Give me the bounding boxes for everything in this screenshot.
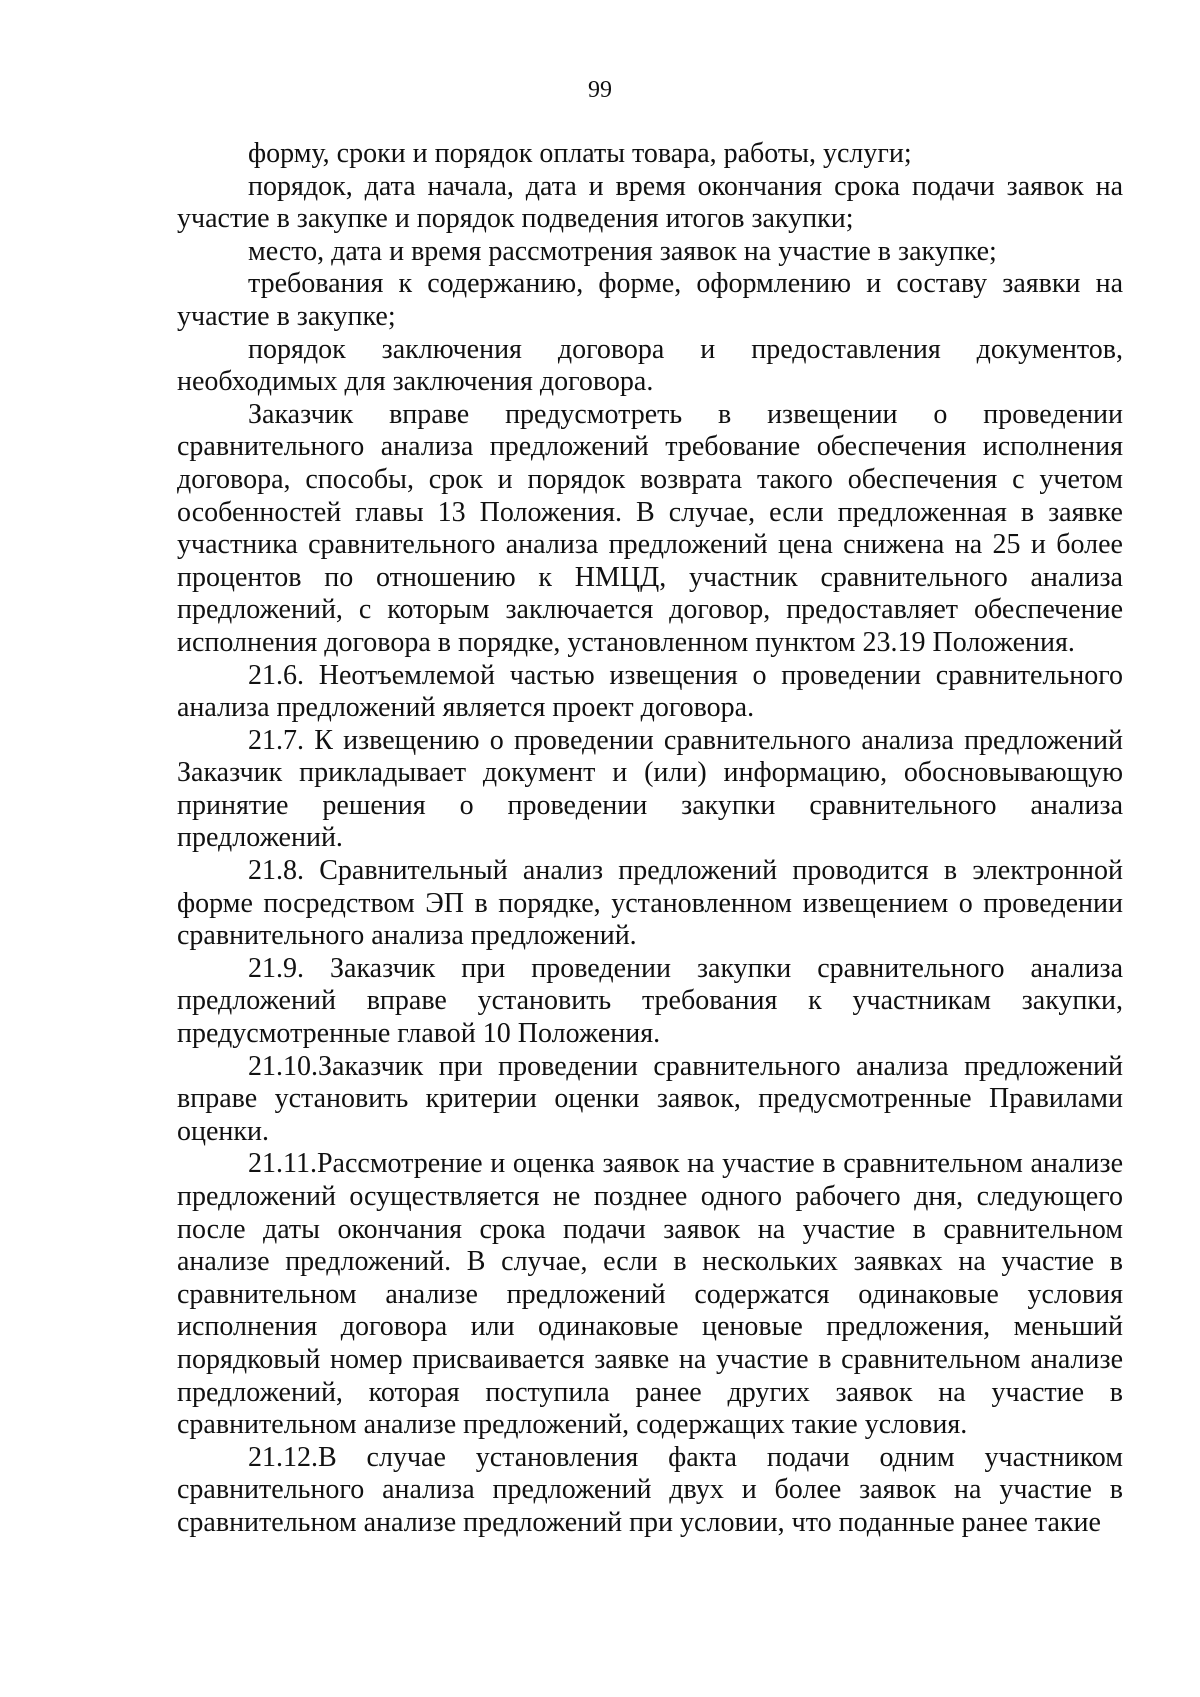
paragraph-21-11: 21.11.Рассмотрение и оценка заявок на участие в сравнительном анализе предложений осуществляется не позднее одного рабочего дня, следующего после даты окончания срока подачи заявок на участие в сравнительном анализе предложений. В случае, если в нескольких заявках на участие в сравнительном анализе предложений содержатся одинаковые условия исполнения договора или одинаковые ценовые предложения, меньший порядковый номер присваивается заявке на участие в сравнительном анализе предложений, которая поступила ранее других заявок на участие в сравнительном анализе предложений, содержащих такие условия. [177, 1148, 1123, 1441]
paragraph-application-requirements: требования к содержанию, форме, оформлению и составу заявки на участие в закупке; [177, 268, 1123, 332]
paragraph-21-10: 21.10.Заказчик при проведении сравнительного анализа предложений вправе установить критерии оценки заявок, предусмотренные Правилами оценки. [177, 1050, 1123, 1147]
paragraph-21-6: 21.6. Неотъемлемой частью извещения о проведении сравнительного анализа предложений является проект договора. [177, 659, 1123, 724]
paragraph-application-deadlines: порядок, дата начала, дата и время окончания срока подачи заявок на участие в закупке и порядок подведения итогов закупки; [177, 170, 1123, 235]
paragraph-21-9: 21.9. Заказчик при проведении закупки сравнительного анализа предложений вправе установить требования к участникам закупки, предусмотренные главой 10 Положения. [177, 952, 1123, 1050]
paragraph-21-12: 21.12.В случае установления факта подачи одним участником сравнительного анализа предложений двух и более заявок на участие в сравнительном анализе предложений при условии, что поданные ранее такие [177, 1441, 1123, 1538]
paragraph-review-place-date: место, дата и время рассмотрения заявок на участие в закупке; [248, 235, 997, 267]
document-body [177, 138, 1123, 1540]
paragraph-contract-procedure: порядок заключения договора и предоставления документов, необходимых для заключения договора. [177, 333, 1123, 398]
paragraph-21-7: 21.7. К извещению о проведении сравнительного анализа предложений Заказчик прикладывает документ и (или) информацию, обосновывающую принятие решения о проведении закупки сравнительного анализа предложений. [177, 724, 1123, 854]
paragraph-contract-security: Заказчик вправе предусмотреть в извещении о проведении сравнительного анализа предложений требование обеспечения исполнения договора, способы, срок и порядок возврата такого обеспечения с учетом особенностей главы 13 Положения. В случае, если предложенная в заявке участника сравнительного анализа предложений цена снижена на 25 и более процентов по отношению к НМЦД, участник сравнительного анализа предложений, с которым заключается договор, предоставляет обеспечение исполнения договора в порядке, установленном пунктом 23.19 Положения. [177, 398, 1123, 658]
paragraph-payment-terms: форму, сроки и порядок оплаты товара, работы, услуги; [248, 138, 912, 169]
paragraph-21-8: 21.8. Сравнительный анализ предложений проводится в электронной форме посредством ЭП в порядке, установленном извещением о проведении сравнительного анализа предложений. [177, 855, 1123, 952]
page-number: 99 [588, 77, 612, 103]
